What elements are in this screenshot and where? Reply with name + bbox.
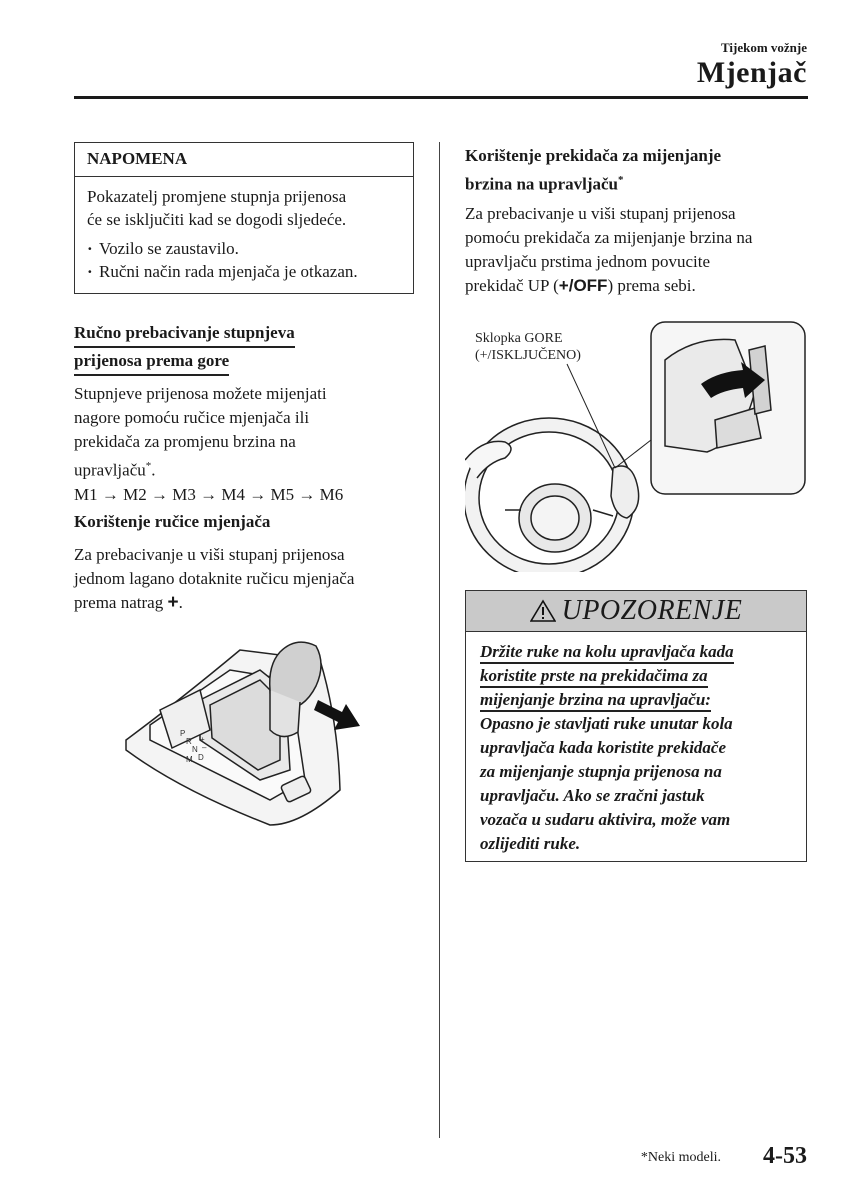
footnote-marker: * <box>618 174 624 186</box>
heading-line: Korištenje prekidača za mijenjanje <box>465 146 722 165</box>
warning-triangle-icon <box>530 599 556 623</box>
note-text-line: Pokazatelj promjene stupnja prijenosa <box>87 187 347 206</box>
note-text-line: će se isključiti kad se dogodi sljedeće. <box>87 210 347 229</box>
warning-title: UPOZORENJE <box>561 595 743 626</box>
plus-symbol: + <box>167 592 179 613</box>
paragraph-text: ) prema sebi. <box>607 276 696 295</box>
note-box <box>74 142 414 294</box>
warning-emphasis-line: mijenjanje brzina na upravljaču: <box>480 689 711 712</box>
lever-paragraph <box>74 543 424 615</box>
gate-sign: – <box>202 743 207 752</box>
heading-line <box>465 168 721 197</box>
note-list <box>87 237 401 283</box>
page-number: 4-53 <box>763 1143 807 1169</box>
paragraph-line <box>465 274 810 298</box>
heading-text: brzina na upravljaču <box>465 174 619 194</box>
gate-label: N <box>192 745 198 754</box>
note-body <box>75 177 413 283</box>
up-off-symbol: +/OFF <box>558 276 608 295</box>
warning-text-line: vozača u sudaru aktivira, može vam <box>480 810 731 829</box>
paragraph-line: Za prebacivanje u viši stupanj prijenosa <box>74 545 345 564</box>
gate-label: M <box>186 755 193 764</box>
manual-upshift-heading <box>74 321 295 377</box>
heading-line: Ručno prebacivanje stupnjeva <box>74 321 295 348</box>
paragraph-line: nagore pomoću ručice mjenjača ili <box>74 408 310 427</box>
gear-sequence: M1 → M2 → M3 → M4 → M5 → M6 <box>74 484 344 504</box>
callout-label: Sklopka GORE <box>475 331 563 346</box>
warning-body <box>466 632 806 856</box>
lever-heading: Korištenje ručice mjenjača <box>74 512 271 531</box>
paragraph-text: prekidač UP ( <box>465 276 559 295</box>
gate-sign: + <box>200 735 205 744</box>
paragraph-text: prema natrag <box>74 593 168 612</box>
note-list-item: · Ručni način rada mjenjača je otkazan. <box>87 260 401 283</box>
warning-emphasis-line: Držite ruke na kolu upravljača kada <box>480 641 734 664</box>
manual-upshift-paragraph <box>74 382 424 507</box>
steering-wheel-illustration <box>465 320 807 572</box>
paragraph-line: pomoću prekidača za mijenjanje brzina na <box>465 228 753 247</box>
paddle-paragraph <box>465 202 810 298</box>
column-divider <box>439 142 440 1138</box>
gate-label: D <box>198 753 204 762</box>
paragraph-text: upravljaču <box>74 460 146 480</box>
paragraph-line: Stupnjeve prijenosa možete mijenjati <box>74 384 327 403</box>
paragraph-line: prekidača za promjenu brzina na <box>74 432 296 451</box>
paddle-heading <box>465 144 721 197</box>
heading-line: prijenosa prema gore <box>74 349 229 376</box>
paragraph-text: . <box>178 593 183 612</box>
note-title: NAPOMENA <box>75 143 413 177</box>
gate-label: P <box>180 729 186 738</box>
paragraph-line <box>74 454 424 483</box>
paragraph-line: upravljaču prstima jednom povucite <box>465 252 711 271</box>
warning-text-line: ozlijediti ruke. <box>480 834 581 853</box>
paragraph-line <box>74 591 424 615</box>
warning-text-line: upravljaču. Ako se zračni jastuk <box>480 786 705 805</box>
warning-box <box>465 590 807 862</box>
paragraph-line: Za prebacivanje u viši stupanj prijenosa <box>465 204 736 223</box>
warning-emphasis-line: koristite prste na prekidačima za <box>480 665 708 688</box>
note-list-item: · Vozilo se zaustavilo. <box>87 237 401 260</box>
callout-label: (+/ISKLJUČENO) <box>475 348 581 363</box>
footnote-marker: * <box>145 460 152 472</box>
page-title: Mjenjač <box>696 56 807 89</box>
footnote: *Neki modeli. <box>640 1150 721 1165</box>
warning-text-line: upravljača kada koristite prekidače <box>480 738 727 757</box>
header-rule <box>74 96 808 99</box>
section-label: Tijekom vožnje <box>720 40 807 55</box>
warning-text-line: Opasno je stavljati ruke unutar kola <box>480 714 733 733</box>
shift-lever-illustration <box>120 630 360 830</box>
warning-header <box>466 591 806 632</box>
warning-text-line: za mijenjanje stupnja prijenosa na <box>480 762 722 781</box>
paragraph-text: . <box>151 460 156 480</box>
gate-label: R <box>186 737 192 746</box>
paragraph-line: jednom lagano dotaknite ručicu mjenjača <box>74 569 355 588</box>
